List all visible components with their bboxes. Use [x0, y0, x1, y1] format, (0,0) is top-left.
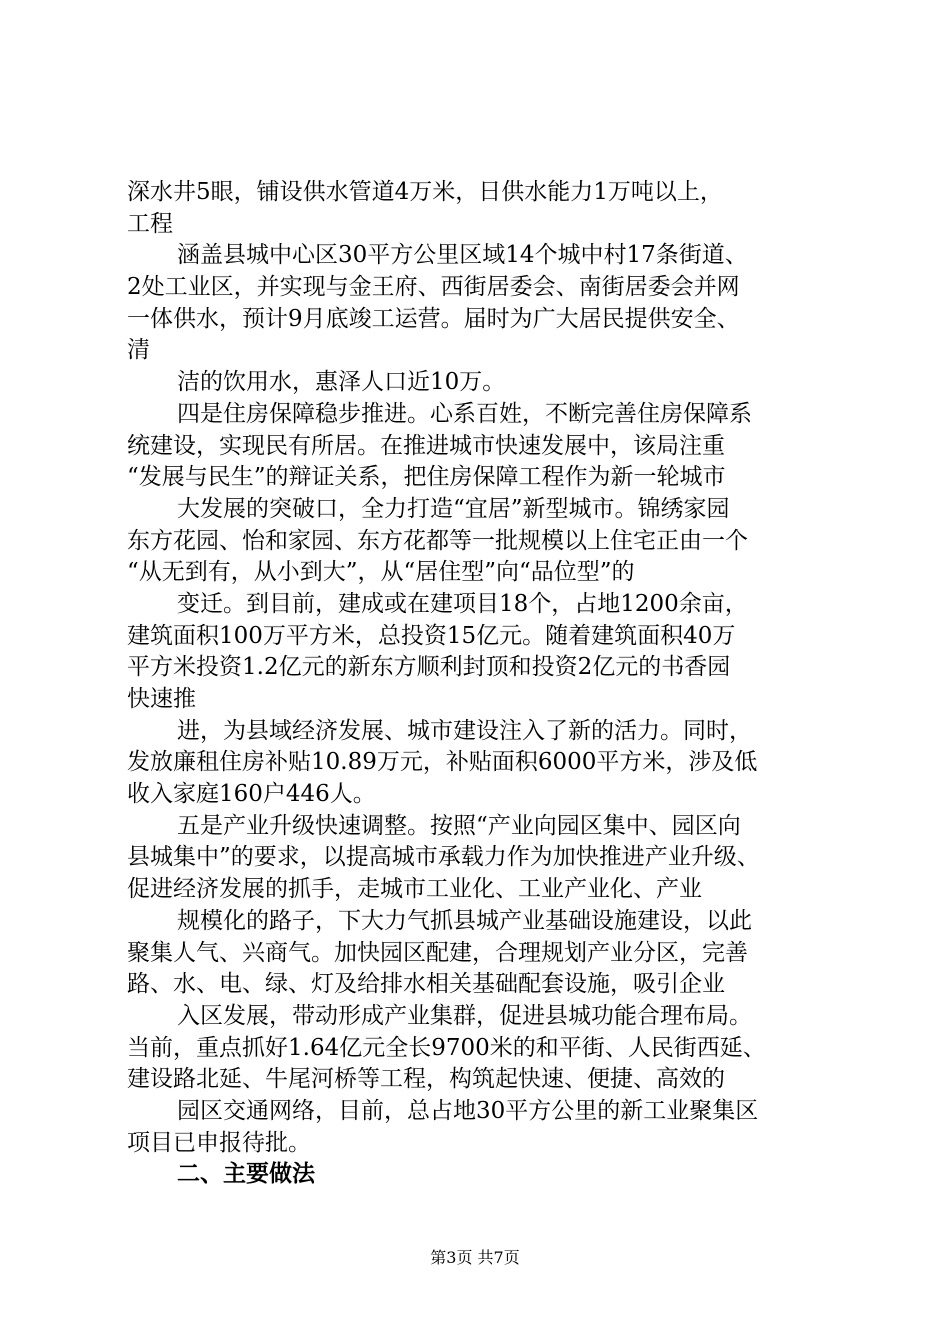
text-line: 深水井5眼，铺设供水管道4万米，日供水能力1万吨以上，: [127, 179, 723, 205]
text-line: 大发展的突破口，全力打造“宜居”新型城市。锦绣家园: [177, 495, 730, 522]
text-line: 入区发展，带动形成产业集群，促进县城功能合理布局。: [177, 1002, 752, 1029]
text-line: 平方米投资1.2亿元的新东方顺利封顶和投资2亿元的书香园: [127, 654, 731, 681]
text-line: 县城集中”的要求，以提高城市承载力作为加快推进产业升级、: [127, 844, 760, 871]
text-line: 规模化的路子，下大力气抓县城产业基础设施建设，以此: [177, 907, 752, 934]
text-line: 一体供水，预计9月底竣工运营。届时为广大居民提供安全、: [127, 305, 740, 332]
document-body: [127, 177, 827, 1191]
text-line: 促进经济发展的抓手，走城市工业化、工业产业化、产业: [127, 876, 702, 903]
text-line: 发放廉租住房补贴10.89万元，补贴面积6000平方米，涉及低: [127, 749, 758, 776]
text-line: 五是产业升级快速调整。按照“产业向园区集中、园区向: [177, 812, 741, 839]
text-line: 建筑面积100万平方米，总投资15亿元。随着建筑面积40万: [127, 622, 736, 649]
text-line: 2处工业区，并实现与金王府、西街居委会、南街居委会并网: [127, 274, 740, 301]
text-line: 聚集人气、兴商气。加快园区配建，合理规划产业分区，完善: [127, 939, 748, 966]
text-line: 进，为县域经济发展、城市建设注入了新的活力。同时，: [177, 717, 752, 744]
text-line: 四是住房保障稳步推进。心系百姓，不断完善住房保障系: [177, 400, 752, 427]
text-line: 东方花园、怡和家园、东方花都等一批规模以上住宅正由一个: [127, 527, 748, 554]
text-line: 路、水、电、绿、灯及给排水相关基础配套设施，吸引企业: [127, 971, 725, 998]
text-line: 工程: [127, 210, 173, 237]
page-footer: 第3页 共7页: [430, 1248, 520, 1267]
text-line: 当前，重点抓好1.64亿元全长9700米的和平街、人民街西延、: [127, 1034, 766, 1061]
text-line: 快速推: [127, 686, 196, 712]
text-line: 清: [127, 337, 150, 364]
text-line: 洁的饮用水，惠泽人口近10万。: [177, 369, 506, 396]
text-line: “从无到有，从小到大”，从“居住型”向“品位型”的: [127, 559, 635, 586]
text-line: 项目已申报待批。: [127, 1129, 311, 1156]
text-line: “发展与民生”的辩证关系，把住房保障工程作为新一轮城市: [127, 464, 726, 491]
text-line: 园区交通网络，目前，总占地30平方公里的新工业聚集区: [177, 1097, 759, 1124]
text-line: 涵盖县城中心区30平方公里区域14个城中村17条街道、: [177, 242, 748, 269]
text-line: 收入家庭160户446人。: [127, 781, 376, 808]
text-line: 统建设，实现民有所居。在推进城市快速发展中，该局注重: [127, 432, 725, 459]
section-heading: 二、主要做法: [177, 1161, 315, 1188]
text-line: 变迁。到目前，建成或在建项目18个，占地1200余亩，: [177, 590, 748, 617]
text-line: 建设路北延、牛尾河桥等工程，构筑起快速、便捷、高效的: [127, 1066, 725, 1093]
